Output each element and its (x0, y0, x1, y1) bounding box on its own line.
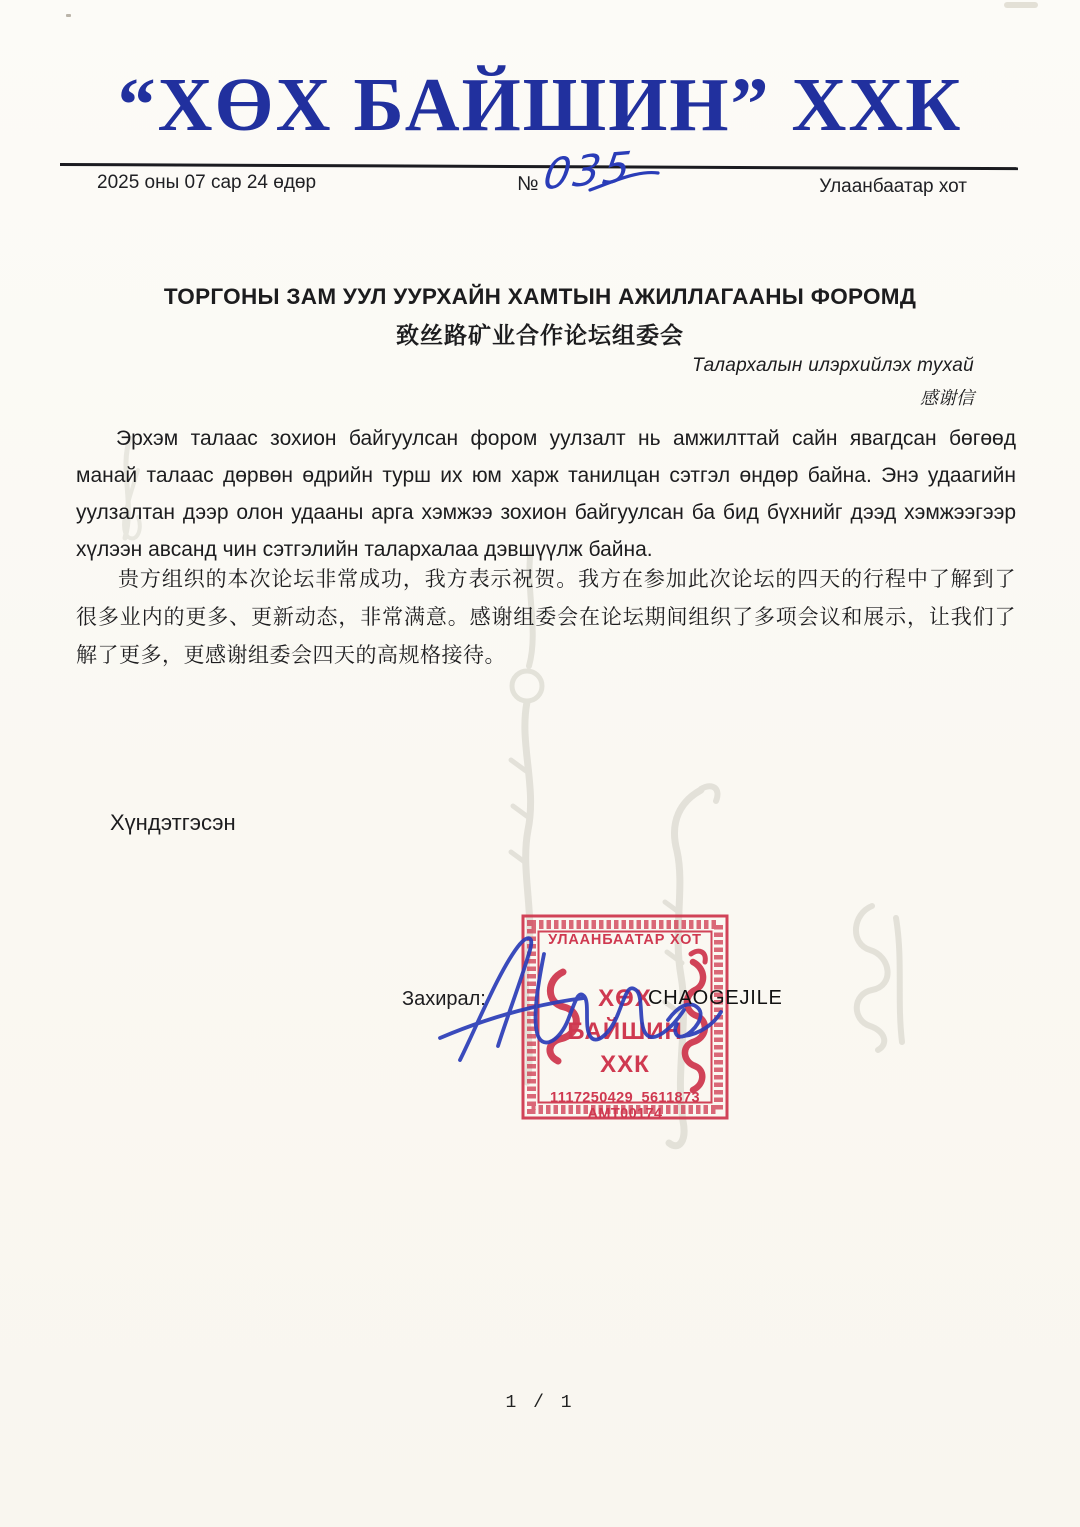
stamp-company-line1: ХӨХ (598, 985, 652, 1012)
director-label: Захирал: (402, 988, 486, 1010)
signer-name: CHAOGEJILE (648, 987, 783, 1009)
subject-line-mn: Талархалын илэрхийлэх тухай (692, 355, 974, 376)
recipient-org-cn: 致丝路矿业合作论坛组委会 (396, 322, 684, 348)
scan-smudge (1004, 2, 1038, 8)
pen-stroke-icon (588, 168, 662, 194)
company-title: “ХӨХ БАЙШИН” ХХК (117, 63, 963, 147)
stamp-city-text: УЛААНБААТАР ХОТ (548, 932, 702, 948)
doc-number-label: № (517, 173, 539, 195)
scan-speck (66, 14, 71, 17)
page-indicator: 1 / 1 (505, 1393, 575, 1413)
body-paragraph-mn: Эрхэм талаас зохион байгуулсан фором уулзалт нь амжилттай сайн явагдсан бөгөөд манай талаас дөрвөн өдрийн турш их юм харж танилцан сэтгэл өндөр байна. Энэ удаагийн уулзалтан дээр олон удааны арга хэмжээ зохион байгуулсан ба бид бүхнийг дээд хэмжээгээр хүлээн авсанд чин сэтгэлийн талархалаа дэвшүүлж байна. (76, 427, 1016, 561)
closing-salutation: Хүндэтгэсэн (110, 810, 236, 835)
stamp-registration-numbers: 1117250429 5611873 АМТ00174 (550, 1090, 700, 1122)
letter-city: Улаанбаатар хот (819, 176, 967, 197)
letter-date: 2025 оны 07 сар 24 өдөр (97, 172, 317, 193)
recipient-org-mn: ТОРГОНЫ ЗАМ УУЛ УУРХАЙН ХАМТЫН АЖИЛЛАГААНЫ ФОРОМД (163, 284, 917, 309)
body-paragraph-cn: 贵方组织的本次论坛非常成功，我方表示祝贺。我方在参加此次论坛的四天的行程中了解到了很多业内的更多、更新动态，非常满意。感谢组委会在论坛期间组织了多项会议和展示，让我们了解了更多，更感谢组委会四天的高规格接待。 (76, 568, 1016, 667)
stamp-company-line2: БАЙШИН (567, 1018, 683, 1045)
header-rule (60, 163, 1018, 170)
subject-block (692, 351, 974, 413)
doc-number-handwritten: 035 (540, 141, 637, 200)
stamp-company-line3: ХХК (600, 1051, 650, 1078)
subject-line-cn: 感谢信 (920, 388, 974, 408)
